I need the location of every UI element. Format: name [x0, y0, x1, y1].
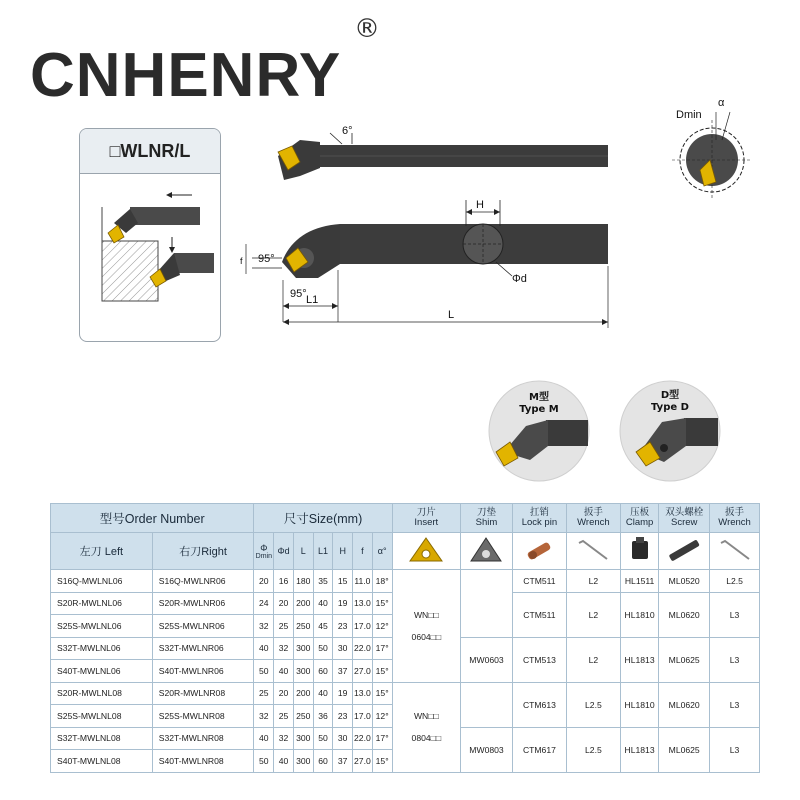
header-order-number: 型号Order Number	[51, 504, 254, 533]
header-lockpin: 扛销 Lock pin	[512, 504, 566, 533]
header-wrench: 扳手 Wrench	[566, 504, 620, 533]
angle-top-label: 6°	[342, 125, 353, 137]
angle-bottom-label: 95°	[290, 288, 307, 300]
header-clamp: 压板 Clamp	[620, 504, 658, 533]
header-screw: 双头螺栓 Screw	[659, 504, 710, 533]
insert-image	[392, 533, 461, 570]
table-row: S25S-MWLNL08 S25S-MWLNR08 32 25 250 36 23 17.0 12°	[51, 705, 760, 728]
table-row: S40T-MWLNL06 S40T-MWLNR06 50 40 300 60 37 27.0 15°	[51, 660, 760, 683]
wrench2-image	[710, 533, 760, 570]
spec-table	[50, 503, 760, 773]
lockpin-image	[512, 533, 566, 570]
screw-image	[659, 533, 710, 570]
dim-L1-label: L1	[306, 294, 319, 306]
model-label: □WLNR/L	[80, 129, 220, 174]
registered-mark: ®	[354, 14, 380, 44]
dim-d-label: Φd	[512, 273, 527, 285]
dim-f-label: f	[240, 256, 243, 266]
header-dmin: Φ Dmin	[254, 533, 274, 570]
dim-dmin-label: Dmin	[676, 109, 702, 121]
clamp-image	[620, 533, 658, 570]
header-d: Φd	[274, 533, 294, 570]
header-insert: 刀片 Insert	[392, 504, 461, 533]
table-row: S25S-MWLNL06 S25S-MWLNR06 32 25 250 45 23 17.0 12°	[51, 615, 760, 638]
type-m-badge	[489, 381, 589, 481]
brand-logo: CNHENRY	[30, 41, 342, 110]
insert-cell-08: WN□□ 0804□□	[392, 682, 461, 772]
table-row: S20R-MWLNL08 S20R-MWLNR08 25 20 200 40 19 13.0 15° WN□□ 0804□□ CTM613 L2.5 HL1810 ML0620 L3	[51, 682, 760, 705]
type-m-cn: M型	[529, 392, 549, 403]
header-L: L	[293, 533, 313, 570]
shim-cell-empty-2	[461, 682, 513, 727]
header-left: 左刀 Left	[51, 533, 153, 570]
table-row: S32T-MWLNL08 S32T-MWLNR08 40 32 300 50 30 22.0 17° MW0803 CTM617 L2.5 HL1813 ML0625 L3	[51, 727, 760, 750]
table-row: S40T-MWLNL08 S40T-MWLNR08 50 40 300 60 37 27.0 15°	[51, 750, 760, 773]
header-shim: 刀垫 Shim	[461, 504, 513, 533]
table-row: S20R-MWLNL06 S20R-MWLNR06 24 20 200 40 19 13.0 15° CTM511 L2 HL1810 ML0620 L3	[51, 592, 760, 615]
dim-alpha-label: α	[718, 97, 725, 109]
header-L1: L1	[313, 533, 333, 570]
header-H: H	[333, 533, 353, 570]
header-size: 尺寸Size(mm)	[254, 504, 392, 533]
type-d-en: Type D	[651, 402, 689, 413]
shim-cell-empty-1	[461, 570, 513, 638]
header-f: f	[353, 533, 373, 570]
wrench-image	[566, 533, 620, 570]
shim-image	[461, 533, 513, 570]
type-d-badge	[620, 381, 720, 481]
type-m-en: Type M	[519, 404, 559, 415]
angle-side-label: 95°	[258, 253, 275, 265]
type-d-cn: D型	[660, 390, 680, 401]
table-row: S16Q-MWLNL06 S16Q-MWLNR06 20 16 180 35 15 11.0 18° WN□□ 0604□□ CTM511 L2 HL1511 ML0520 L2.5	[51, 570, 760, 593]
dim-L-label: L	[448, 309, 455, 321]
table-row: S32T-MWLNL06 S32T-MWLNR06 40 32 300 50 30 22.0 17° MW0603 CTM513 L2 HL1813 ML0625 L3	[51, 637, 760, 660]
header-right: 右刀Right	[152, 533, 254, 570]
header-alpha: α°	[372, 533, 392, 570]
dim-H-label: H	[476, 199, 484, 211]
header-wrench2: 扳手 Wrench	[710, 504, 760, 533]
insert-cell-06: WN□□ 0604□□	[392, 570, 461, 683]
